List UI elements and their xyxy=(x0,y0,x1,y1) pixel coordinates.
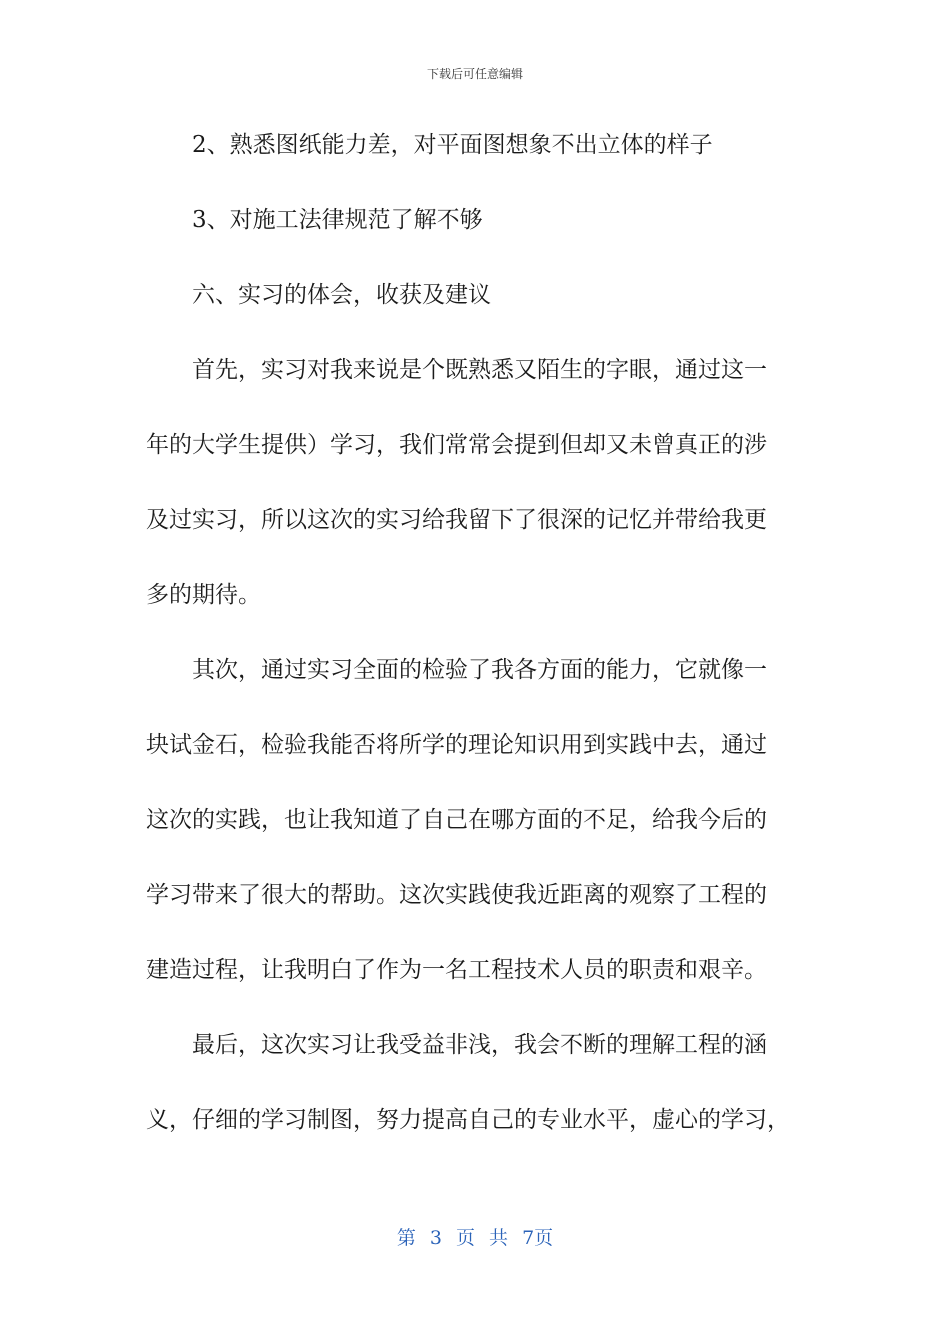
paragraph-1-line-3: 及过实习，所以这次的实习给我留下了很深的记忆并带给我更 xyxy=(146,507,767,533)
section-heading-6: 六、实习的体会，收获及建议 xyxy=(192,282,491,308)
paragraph-1-line-1: 首先，实习对我来说是个既熟悉又陌生的字眼，通过这一 xyxy=(192,357,767,383)
list-item-2: 2、熟悉图纸能力差，对平面图想象不出立体的样子 xyxy=(192,132,713,158)
paragraph-1-line-4: 多的期待。 xyxy=(146,582,261,608)
page-number-footer: 第 3 页 共 7页 xyxy=(396,1227,554,1249)
page-header: 下载后可任意编辑 xyxy=(426,67,523,81)
list-item-3: 3、对施工法律规范了解不够 xyxy=(192,207,483,233)
paragraph-2-line-1: 其次，通过实习全面的检验了我各方面的能力，它就像一 xyxy=(192,657,767,683)
paragraph-3-line-1: 最后，这次实习让我受益非浅，我会不断的理解工程的涵 xyxy=(192,1032,767,1058)
paragraph-1-line-2: 年的大学生提供）学习，我们常常会提到但却又未曾真正的涉 xyxy=(146,432,767,458)
paragraph-3-line-2: 义，仔细的学习制图，努力提高自己的专业水平，虚心的学习， xyxy=(146,1107,790,1133)
paragraph-2-line-5: 建造过程，让我明白了作为一名工程技术人员的职责和艰辛。 xyxy=(146,957,767,983)
paragraph-2-line-4: 学习带来了很大的帮助。这次实践使我近距离的观察了工程的 xyxy=(146,882,767,908)
paragraph-2-line-3: 这次的实践，也让我知道了自己在哪方面的不足，给我今后的 xyxy=(146,807,767,833)
paragraph-2-line-2: 块试金石，检验我能否将所学的理论知识用到实践中去，通过 xyxy=(146,732,767,758)
